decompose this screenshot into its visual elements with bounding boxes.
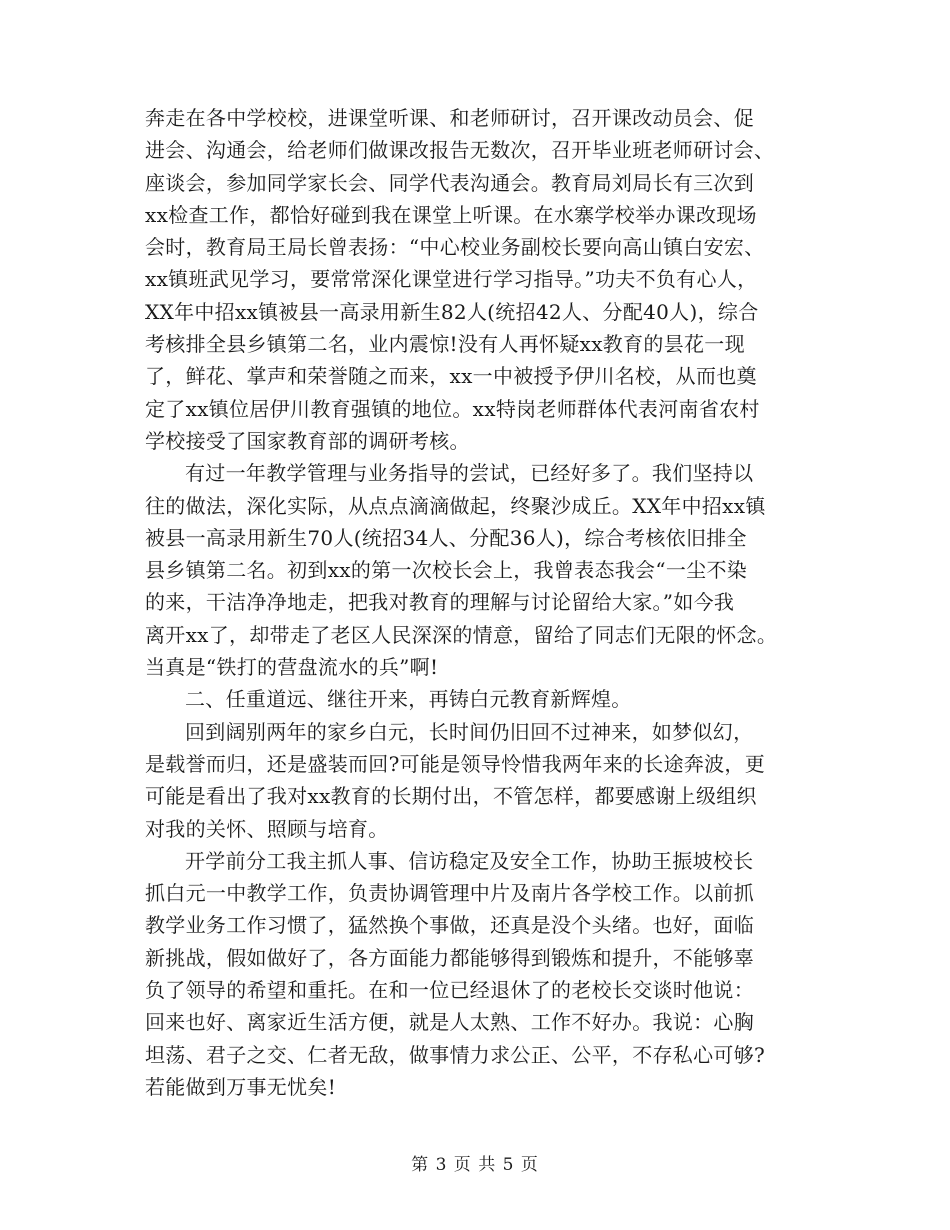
text-line: 离开xx了，却带走了老区人民深深的情意，留给了同志们无限的怀念。 (145, 622, 778, 647)
text-line: 若能做到万事无忧矣! (145, 1074, 337, 1099)
section-heading: 二、任重道远、继往开来，再铸白元教育新辉煌。 (185, 687, 632, 712)
text-line: 往的做法，深化实际，从点点滴滴做起，终聚沙成丘。XX年中招xx镇 (145, 493, 766, 518)
paragraph-first-line: 有过一年教学管理与业务指导的尝试，已经好多了。我们坚持以 (185, 461, 754, 486)
text-line: 进会、沟通会，给老师们做课改报告无数次，召开毕业班老师研讨会、 (145, 138, 775, 163)
text-line: 是载誉而归，还是盛装而回?可能是领导怜惜我两年来的长途奔波，更 (145, 751, 766, 776)
paragraph-first-line: 回到阔别两年的家乡白元，长时间仍旧回不过神来，如梦似幻， (185, 719, 754, 744)
page-number-footer: 第 3 页 共 5 页 (411, 1155, 539, 1175)
text-line: 回来也好、离家近生活方便，就是人太熟、工作不好办。我说：心胸 (145, 1010, 754, 1035)
text-line: 的来，干洁净净地走，把我对教育的理解与讨论留给大家。”如今我 (145, 590, 735, 615)
text-line: 县乡镇第二名。初到xx的第一次校长会上，我曾表态我会“一尘不染 (145, 558, 748, 583)
text-line: 对我的关怀、照顾与培育。 (145, 816, 389, 841)
text-line: XX年中招xx镇被县一高录用新生82人(统招42人、分配40人)，综合 (145, 299, 759, 324)
text-line: 被县一高录用新生70人(统招34人、分配36人)，综合考核依旧排全 (145, 525, 747, 550)
text-line: 定了xx镇位居伊川教育强镇的地位。xx特岗老师群体代表河南省农村 (145, 396, 760, 421)
text-line: 会时，教育局王局长曾表扬：“中心校业务副校长要向高山镇白安宏、 (145, 235, 765, 260)
text-line: 奔走在各中学校校，进课堂听课、和老师研讨，召开课改动员会、促 (145, 106, 754, 130)
text-line: 新挑战，假如做好了，各方面能力都能够得到锻炼和提升，不能够辜 (145, 945, 754, 970)
text-line: 抓白元一中教学工作，负责协调管理中片及南片各学校工作。以前抓 (145, 881, 754, 906)
body-text (145, 102, 815, 1103)
text-line: 负了领导的希望和重托。在和一位已经退休了的老校长交谈时他说： (145, 978, 754, 1003)
text-line: 了，鲜花、掌声和荣誉随之而来，xx一中被授予伊川名校，从而也奠 (145, 364, 757, 389)
text-line: 座谈会，参加同学家长会、同学代表沟通会。教育局刘局长有三次到 (145, 170, 754, 195)
text-line: 学校接受了国家教育部的调研考核。 (145, 428, 470, 453)
text-line: 考核排全县乡镇第二名，业内震惊!没有人再怀疑xx教育的昙花一现 (145, 332, 745, 357)
text-line: 当真是“铁打的营盘流水的兵”啊! (145, 655, 439, 680)
text-line: 坦荡、君子之交、仁者无敌，做事情力求公正、公平，不存私心可够? (145, 1042, 766, 1067)
text-line: xx镇班武见学习，要常常深化课堂进行学习指导。”功夫不负有心人， (145, 267, 758, 292)
text-line: 教学业务工作习惯了，猛然换个事做，还真是没个头绪。也好，面临 (145, 913, 754, 938)
paragraph-first-line: 开学前分工我主抓人事、信访稳定及安全工作，协助王振坡校长 (185, 848, 754, 873)
text-line: xx检查工作，都恰好碰到我在课堂上听课。在水寨学校举办课改现场 (145, 202, 757, 227)
text-line: 可能是看出了我对xx教育的长期付出，不管怎样，都要感谢上级组织 (145, 784, 757, 809)
